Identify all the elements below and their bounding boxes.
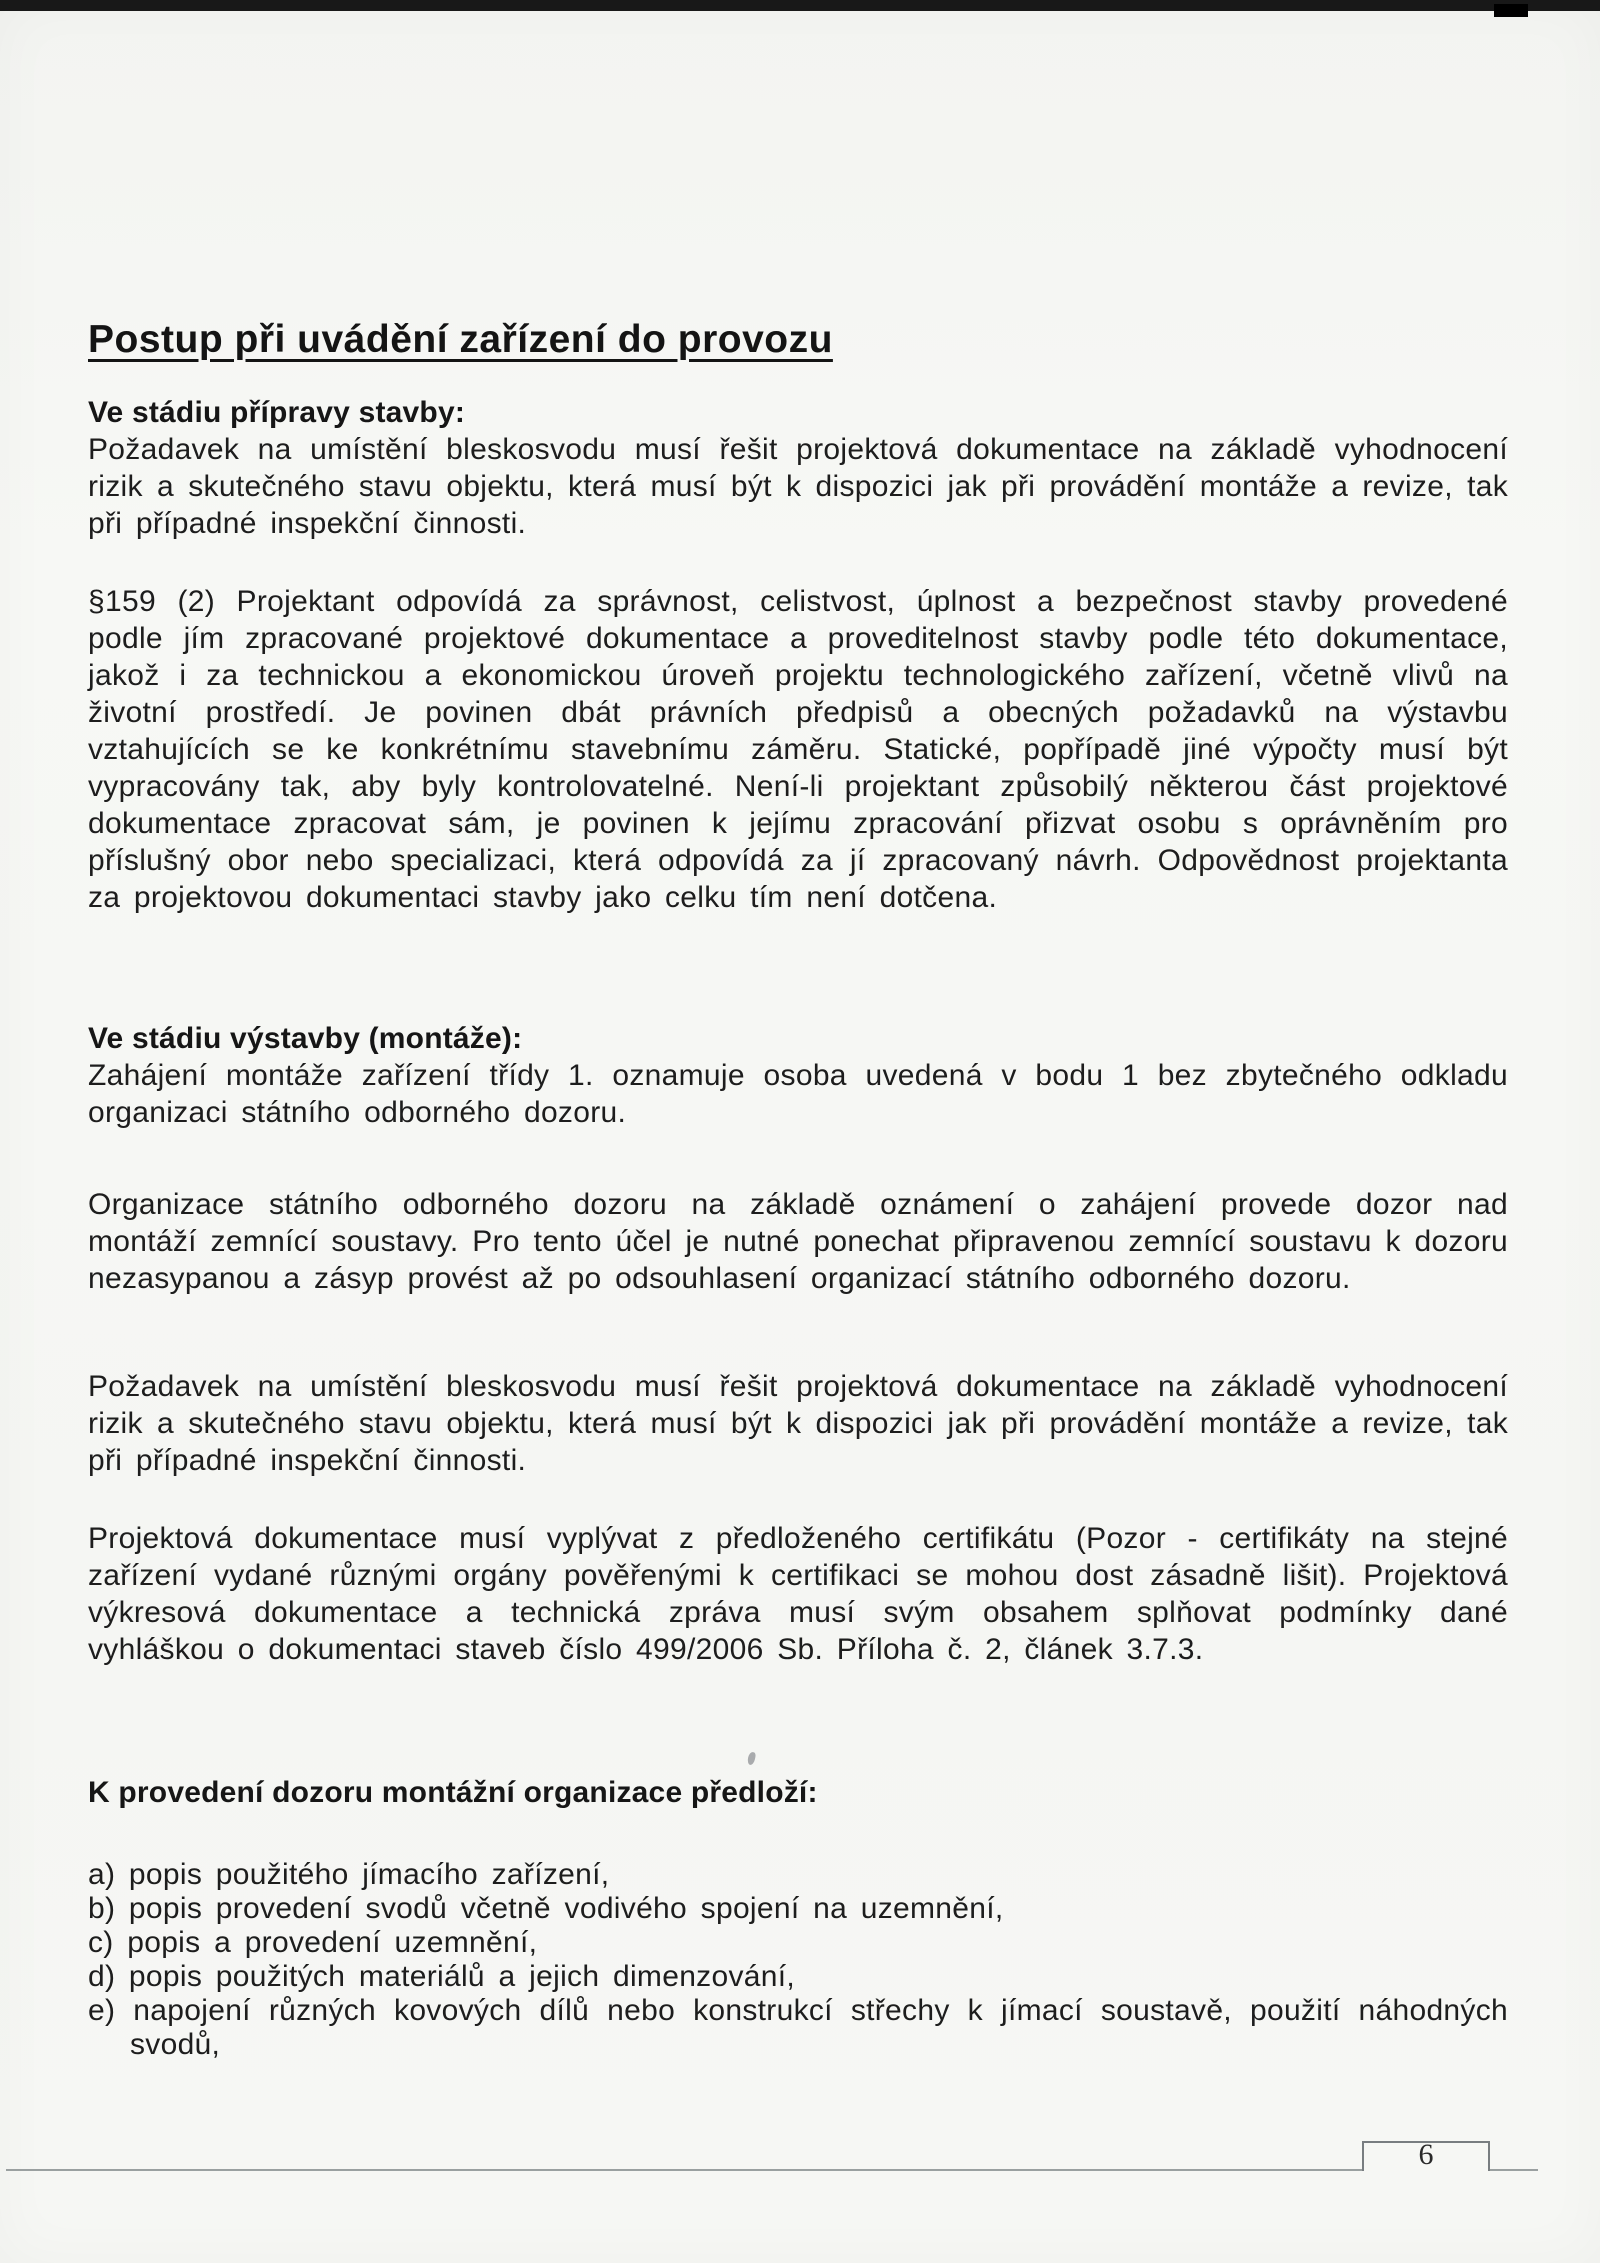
section-heading-priprava-stavby: Ve stádiu přípravy stavby: [88,396,466,429]
paragraph-organizace-dozoru: Organizace státního odborného dozoru na základě oznámení o zahájení provede dozor nad montáží zemnící soustavy. Pro tento účel je nutné ponechat připravenou zemnící soustavu k dozoru nezasypanou a zásyp provést až po odsouhlasení organizací státního odborného dozoru. [88,1188,1508,1295]
section-heading-vystavba-montaze: Ve stádiu výstavby (montáže): [88,1022,523,1055]
list-item-e: e) napojení různých kovových dílů nebo konstrukcí střechy k jímací soustavě, použití náhodných svodů, [88,1994,1508,2061]
list-item-c: c) popis a provedení uzemnění, [88,1926,538,1959]
paragraph-159-projektant: §159 (2) Projektant odpovídá za správnost, celistvost, úplnost a bezpečnost stavby provedené podle jím zpracované projektové dokumentace a proveditelnost stavby podle této dokumentace, jakož i za technickou a ekonomickou úroveň projektu technologického zařízení, včetně vlivů na životní prostředí. Je povinen dbát právních předpisů a obecných požadavků na výstavbu vztahujících se ke konkrétnímu stavebnímu záměru. Statické, popřípadě jiné výpočty musí být vypracovány tak, aby byly kontrolovatelné. Není-li projektant způsobilý některou část projektové dokumentace zpracovat sám, je povinen k jejímu zpracování přizvat osobu s oprávněním pro příslušný obor nebo specializaci, která odpovídá za jí zpracovaný návrh. Odpovědnost projektanta za projektovou dokumentaci stavby jako celku tím není dotčena. [88,585,1508,914]
section-heading-dozor-predlozi: K provedení dozoru montážní organizace předloží: [88,1776,818,1809]
page-number-box [1362,2138,1490,2171]
list-item-b: b) popis provedení svodů včetně vodivého spojení na uzemnění, [88,1892,1004,1925]
footer-rule-left [6,2169,1362,2171]
page-number: 6 [1418,2138,1434,2171]
paragraph-projektova-dokumentace: Projektová dokumentace musí vyplývat z předloženého certifikátu (Pozor - certifikáty na stejné zařízení vydané různými orgány pověřenými k certifikaci se mohou dost zásadně lišit). Projektová výkresová dokumentace a technická zpráva musí svým obsahem splňovat podmínky dané vyhláškou o dokumentaci staveb číslo 499/2006 Sb. Příloha č. 2, článek 3.7.3. [88,1522,1508,1666]
footer-rule-right [1490,2169,1538,2171]
requirements-list [88,1858,1508,2062]
paragraph-pozadavek-bleskosvod-2: Požadavek na umístění bleskosvodu musí řešit projektová dokumentace na základě vyhodnocení rizik a skutečného stavu objektu, která musí být k dispozici jak při provádění montáže a revize, tak při případné inspekční činnosti. [88,1370,1508,1477]
paragraph-pozadavek-bleskosvod-1: Požadavek na umístění bleskosvodu musí řešit projektová dokumentace na základě vyhodnocení rizik a skutečného stavu objektu, která musí být k dispozici jak při provádění montáže a revize, tak při případné inspekční činnosti. [88,433,1508,540]
document-content [88,0,1508,2263]
list-item-a: a) popis použitého jímacího zařízení, [88,1858,610,1891]
document-title: Postup při uvádění zařízení do provozu [88,318,833,361]
list-item-d: d) popis použitých materiálů a jejich dimenzování, [88,1960,796,1993]
paragraph-zahajeni-montaze: Zahájení montáže zařízení třídy 1. oznamuje osoba uvedená v bodu 1 bez zbytečného odkladu organizaci státního odborného dozoru. [88,1059,1508,1129]
